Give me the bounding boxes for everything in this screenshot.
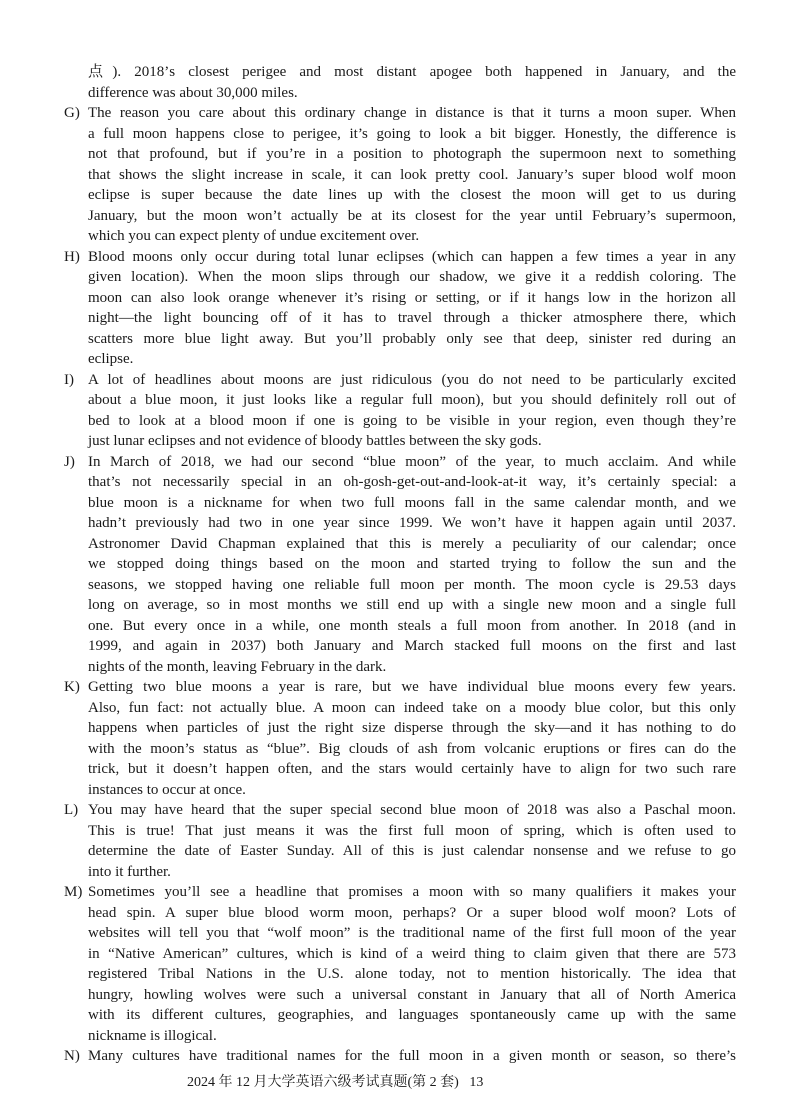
text-line: 1999, and again in 2037) both January and March stacked full moons on the first and last bbox=[88, 638, 736, 654]
text-line: In March of 2018, we had our second “blue moon” of the year, to much acclaim. And while bbox=[88, 453, 736, 470]
paragraph-i bbox=[64, 370, 736, 452]
text-line: A lot of headlines about moons are just ridiculous (you do not need to be particularly excited bbox=[88, 371, 736, 388]
text-line: websites will tell you that “wolf moon” is the traditional name of the first full moon of the year bbox=[88, 925, 736, 941]
text-line: scatters more blue light away. But you’ll probably only see that deep, sinister red during an bbox=[88, 330, 736, 347]
text-line: a full moon happens close to perigee, it’s going to look a bit bigger. Honestly, the difference is bbox=[88, 125, 736, 142]
text-line: happens when particles of just the right size disperse through the sky—and it has nothing to do bbox=[88, 720, 736, 736]
text-line: nickname is illogical. bbox=[88, 1027, 217, 1044]
text-line: The reason you care about this ordinary change in distance is that it turns a moon super. When bbox=[88, 105, 736, 121]
text-line: Many cultures have traditional names for the full moon in a given month or season, so there’s bbox=[88, 1048, 736, 1064]
text-line: This is true! That just means it was the first full moon of spring, which is often used to bbox=[88, 822, 736, 839]
paragraph-continued bbox=[64, 62, 736, 103]
text-line: night—the light bouncing off of it has to travel through a thicker atmosphere there, which bbox=[88, 310, 736, 326]
text-line: which you can expect plenty of undue excitement over. bbox=[88, 228, 420, 244]
paragraph-k bbox=[64, 677, 736, 800]
paragraph-label: G) bbox=[64, 105, 80, 121]
text-line: not that profound, but if you’re in a position to photograph the supermoon next to something bbox=[88, 146, 736, 162]
text-line: with its different cultures, geographies, and languages spontaneously came up with the same bbox=[88, 1007, 736, 1023]
text-line: moon can also look orange whenever it’s rising or setting, or if it hangs low in the horizon all bbox=[88, 289, 736, 306]
paragraph-label: K) bbox=[64, 679, 80, 695]
text-line: seasons, we stopped having one reliable full moon per month. The moon cycle is 29.53 days bbox=[88, 576, 736, 593]
text-line: hungry, howling wolves were such a universal constant in January that all of North America bbox=[88, 986, 736, 1003]
text-line: bed to look at a blood moon if one is going to be visible in your region, even though they’re bbox=[88, 412, 736, 429]
paragraph-label: J) bbox=[64, 453, 75, 470]
text-line: Sometimes you’ll see a headline that promises a moon with so many qualifiers it makes your bbox=[88, 884, 736, 900]
paragraph-label: H) bbox=[64, 248, 80, 265]
text-line: determine the date of Easter Sunday. All of this is just calendar nonsense and we refuse to go bbox=[88, 843, 736, 859]
text-line: Blood moons only occur during total lunar eclipses (which can happen a few times a year in any bbox=[88, 248, 736, 265]
document-body bbox=[64, 62, 736, 1067]
text-line: blue moon is a nickname for when two full moons fall in the same calendar month, and we bbox=[88, 494, 736, 511]
paragraph-label: M) bbox=[64, 884, 83, 900]
text-line: difference was about 30,000 miles. bbox=[88, 84, 298, 101]
text-line: given location). When the moon slips through our shadow, we give it a reddish coloring. The bbox=[88, 269, 736, 285]
paragraph-label: I) bbox=[64, 371, 74, 388]
page-footer: 2024 年 12 月大学英语六级考试真题(第 2 套) 13 bbox=[187, 1075, 484, 1090]
text-line: registered Tribal Nations in the U.S. alone today, not to mention historically. The idea that bbox=[88, 966, 736, 982]
paragraph-label: L) bbox=[64, 802, 79, 818]
text-line: with the moon’s status as “blue”. Big clouds of ash from volcanic eruptions or fires can do the bbox=[88, 740, 736, 757]
text-line: nights of the month, leaving February in the dark. bbox=[88, 658, 387, 675]
paragraph-l bbox=[64, 800, 736, 882]
text-line: that’s not necessarily special in an oh-gosh-get-out-and-look-at-it way, it’s certainly special: a bbox=[88, 474, 736, 490]
paragraph-label: N) bbox=[64, 1048, 80, 1064]
text-line: Getting two blue moons a year is rare, but we have individual blue moons every few years. bbox=[88, 679, 736, 695]
text-line: You may have heard that the super special second blue moon of 2018 was also a Paschal moon. bbox=[88, 802, 736, 818]
text-line: trick, but it doesn’t happen often, and the stars would certainly have to align for two such rare bbox=[88, 761, 736, 777]
paragraph-m bbox=[64, 882, 736, 1046]
text-line: about a blue moon, it just looks like a regular full moon), but you should definitely roll out of bbox=[88, 392, 736, 408]
text-line: eclipse is super because the date lines up with the closest the moon will get to us during bbox=[88, 187, 736, 203]
text-line: that shows the slight increase in scale, it can look pretty cool. January’s super blood wolf moon bbox=[88, 166, 736, 183]
text-line: eclipse. bbox=[88, 351, 134, 367]
paragraph-j bbox=[64, 452, 736, 678]
paragraph-g bbox=[64, 103, 736, 247]
text-line: one. But every once in a while, one month steals a full moon from another. In 2018 (and in bbox=[88, 617, 736, 634]
text-line: into it further. bbox=[88, 863, 171, 880]
paragraph-h bbox=[64, 247, 736, 370]
paragraph-n bbox=[64, 1046, 736, 1067]
text-line: long on average, so in most months we still end up with a single new moon and a single full bbox=[88, 597, 736, 613]
text-line: January, but the moon won’t actually be at its closest for the year until February’s supermoon, bbox=[88, 207, 736, 224]
text-line: just lunar eclipses and not evidence of bloody battles between the sky gods. bbox=[88, 433, 542, 449]
text-line: hadn’t previously had two in one year since 1999. We won’t have it happen again until 2037. bbox=[88, 515, 736, 531]
text-line: Astronomer David Chapman explained that this is merely a peculiarity of our calendar; once bbox=[88, 535, 736, 552]
text-line: head spin. A super blue blood worm moon, perhaps? Or a super blood wolf moon? Lots of bbox=[88, 904, 736, 921]
text-line: 点). 2018’s closest perigee and most distant apogee both happened in January, and the bbox=[88, 64, 736, 80]
text-line: instances to occur at once. bbox=[88, 781, 246, 798]
text-line: we stopped doing things based on the moon and started trying to follow the sun and the bbox=[88, 556, 736, 572]
text-line: Also, fun fact: not actually blue. A moon can indeed take on a moody blue color, but this only bbox=[88, 699, 736, 716]
text-line: in “Native American” cultures, which is kind of a weird thing to claim given that there are 573 bbox=[88, 945, 736, 962]
